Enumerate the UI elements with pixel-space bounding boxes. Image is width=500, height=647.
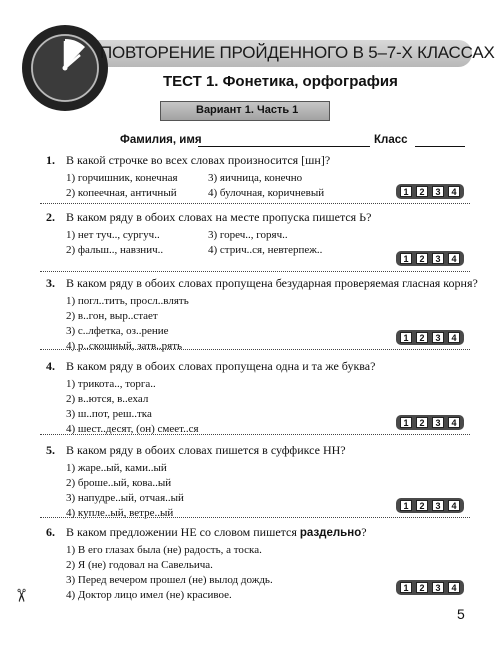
option-1: 1) жаре..ый, ками..ый — [66, 462, 167, 474]
answer-box-4[interactable]: 4 — [448, 417, 460, 428]
answer-box-3[interactable]: 3 — [432, 417, 444, 428]
answer-boxes — [396, 580, 464, 595]
option-2: 2) броше..ый, кова..ый — [66, 477, 172, 489]
answer-box-3[interactable]: 3 — [432, 253, 444, 264]
option-3: 3) яичница, конечно — [208, 172, 303, 184]
question-text: В каком ряду в обоих словах на месте пропуска пишется Ь? — [66, 210, 372, 224]
question-text: В каком ряду в обоих словах пропущена безударная проверяемая гласная корня? — [66, 276, 478, 290]
answer-box-1[interactable]: 1 — [400, 417, 412, 428]
question-number: 3. — [46, 276, 55, 290]
answer-box-4[interactable]: 4 — [448, 253, 460, 264]
option-4: 4) купле..ый, ветре..ый — [66, 507, 174, 519]
name-field[interactable] — [198, 146, 370, 147]
question-text: В каком предложении НЕ со словом пишется раздельно? — [66, 525, 367, 539]
option-4: 4) шест..десят, (он) смеет..ся — [66, 423, 199, 435]
separator — [40, 349, 470, 350]
answer-box-4[interactable]: 4 — [448, 186, 460, 197]
option-1: 1) горчишник, конечная — [66, 172, 178, 184]
answer-box-2[interactable]: 2 — [416, 500, 428, 511]
answer-box-3[interactable]: 3 — [432, 332, 444, 343]
option-4: 4) Доктор лицо имел (не) красивое. — [66, 589, 232, 601]
question-number: 1. — [46, 153, 55, 167]
options — [66, 295, 189, 352]
option-4: 4) стрич..ся, невтерпеж.. — [208, 244, 323, 256]
question-number: 4. — [46, 359, 55, 373]
answer-box-2[interactable]: 2 — [416, 417, 428, 428]
answer-box-3[interactable]: 3 — [432, 186, 444, 197]
test-title: ТЕСТ 1. Фонетика, орфография — [163, 73, 398, 90]
question-number: 5. — [46, 443, 55, 457]
answer-box-2[interactable]: 2 — [416, 253, 428, 264]
question-text: В какой строчке во всех словах произносится [шн]? — [66, 153, 331, 167]
answer-box-4[interactable]: 4 — [448, 332, 460, 343]
option-2: 2) фальш.., навзнич.. — [66, 244, 164, 256]
option-3: 3) с..лфетка, оз..рение — [66, 325, 169, 337]
answer-box-1[interactable]: 1 — [400, 186, 412, 197]
emphasis: раздельно — [299, 527, 362, 539]
name-label: Фамилия, имя — [120, 134, 202, 146]
options — [66, 378, 199, 435]
option-1: 1) В его глазах была (не) радость, а тоска. — [66, 544, 262, 556]
class-field[interactable] — [415, 146, 465, 147]
option-1: 1) погл..тить, просл..влять — [66, 295, 189, 307]
page-number: 5 — [457, 606, 465, 622]
answer-boxes — [396, 251, 464, 266]
answer-box-4[interactable]: 4 — [448, 582, 460, 593]
question-number: 2. — [46, 210, 55, 224]
options — [66, 229, 358, 256]
clock-icon — [22, 25, 108, 111]
answer-box-1[interactable]: 1 — [400, 500, 412, 511]
options — [66, 544, 273, 601]
answer-box-1[interactable]: 1 — [400, 253, 412, 264]
answer-box-2[interactable]: 2 — [416, 332, 428, 343]
answer-boxes — [396, 498, 464, 513]
option-3: 3) Перед вечером прошел (не) вылод дождь. — [66, 574, 273, 586]
answer-boxes — [396, 330, 464, 345]
option-3: 3) гореч.., горяч.. — [208, 229, 288, 241]
answer-box-4[interactable]: 4 — [448, 500, 460, 511]
separator — [40, 271, 470, 272]
option-2: 2) в..гон, выр..стает — [66, 310, 158, 322]
banner-title: ПОВТОРЕНИЕ ПРОЙДЕННОГО В 5–7-Х КЛАССАХ — [100, 43, 495, 62]
option-1: 1) трикота.., торга.. — [66, 378, 156, 390]
question-text: В каком ряду в обоих словах пропущена одна и та же буква? — [66, 359, 376, 373]
student-info-row — [120, 134, 465, 148]
option-2: 2) Я (не) годовал на Савельича. — [66, 559, 213, 571]
scissors-icon: ✂ — [11, 587, 32, 604]
answer-box-3[interactable]: 3 — [432, 582, 444, 593]
question-number: 6. — [46, 525, 55, 539]
option-4: 4) р..скошный, затв..рять — [66, 340, 183, 352]
variant-label: Вариант 1. Часть 1 — [196, 104, 299, 116]
separator — [40, 203, 470, 204]
option-3: 3) напудре..ый, отчая..ый — [66, 492, 184, 504]
option-3: 3) ш..пот, реш..тка — [66, 408, 152, 420]
answer-box-1[interactable]: 1 — [400, 332, 412, 343]
option-4: 4) булочная, коричневый — [208, 187, 325, 199]
answer-box-3[interactable]: 3 — [432, 500, 444, 511]
answer-boxes — [396, 415, 464, 430]
options — [66, 172, 358, 199]
separator — [40, 434, 470, 435]
answer-box-2[interactable]: 2 — [416, 186, 428, 197]
options — [66, 462, 184, 519]
option-2: 2) в..ются, в..ехал — [66, 393, 149, 405]
separator — [40, 517, 470, 518]
answer-box-1[interactable]: 1 — [400, 582, 412, 593]
answer-box-2[interactable]: 2 — [416, 582, 428, 593]
class-label: Класс — [374, 134, 408, 146]
option-1: 1) нет туч.., сургуч.. — [66, 229, 160, 241]
answer-boxes — [396, 184, 464, 199]
question-text: В каком ряду в обоих словах пишется в суффиксе НН? — [66, 443, 346, 457]
option-2: 2) копеечная, античный — [66, 187, 177, 199]
